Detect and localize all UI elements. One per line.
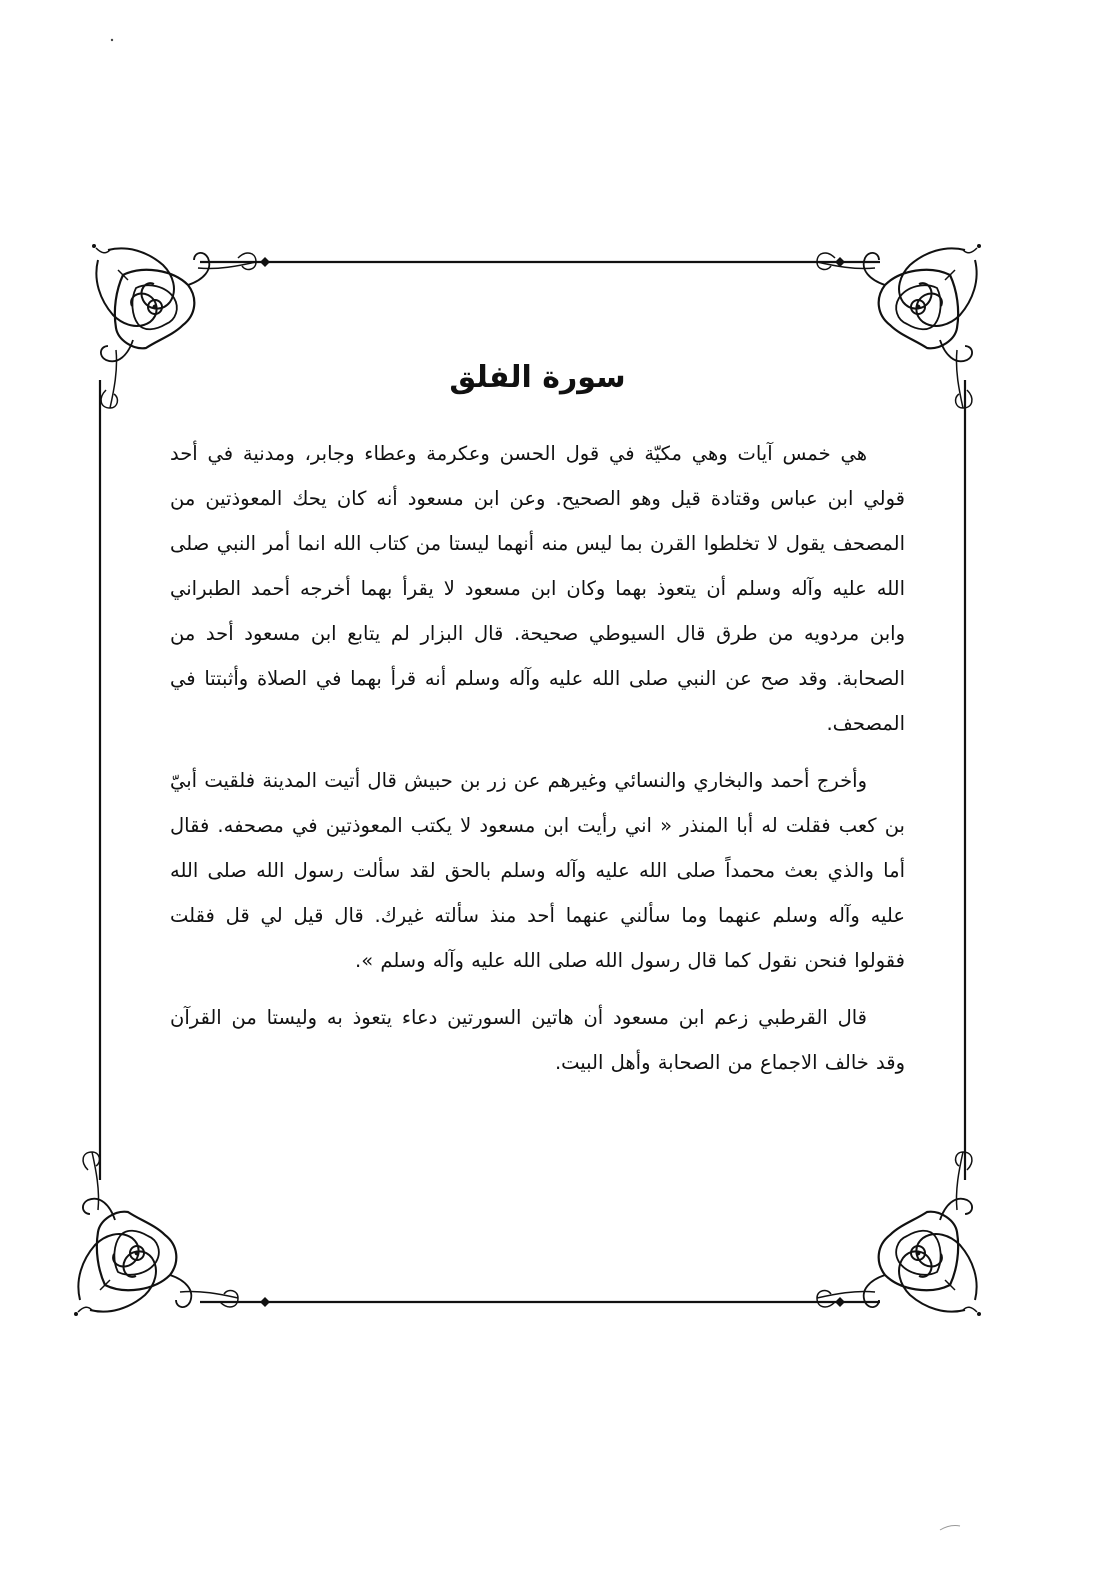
corner-ornament-bottom-right	[817, 1152, 981, 1316]
page-content	[170, 360, 905, 1097]
corner-ornament-bottom-left	[74, 1152, 238, 1316]
page-title: سورة الفلق	[449, 360, 626, 395]
body-paragraph-1: هي خمس آيات وهي مكيّة في قول الحسن وعكرمة وعطاء وجابر، ومدنية في أحد قولي ابن عباس وقتادة قيل وهو الصحيح. وعن ابن مسعود أنه كان يحك المعوذتين من المصحف يقول لا تخلطوا القرن بما ليس منه أنهما ليستا من كتاب الله انما أمر النبي صلى الله عليه وآله وسلم أن يتعوذ بهما وكان ابن مسعود لا يقرأ بهما أخرجه أحمد الطبراني وابن مردويه من طرق قال السيوطي صحيحة. قال البزار لم يتابع ابن مسعود أحد من الصحابة. وقد صح عن النبي صلى الله عليه وآله وسلم أنه قرأ بهما في الصلاة وأثبتتا في المصحف.	[170, 442, 905, 735]
body-paragraph-2: وأخرج أحمد والبخاري والنسائي وغيرهم عن زر بن حبيش قال أتيت المدينة فلقيت أبيّ بن كعب فقلت له أبا المنذر « اني رأيت ابن مسعود لا يكتب المعوذتين في مصحفه. فقال أما والذي بعث محمداً صلى الله عليه وآله وسلم بالحق لقد سألت رسول الله صلى الله عليه وآله وسلم عنهما وما سألني عنهما أحد منذ سألته غيرك. قال قيل لي قل فقلت فقولوا فنحن نقول كما قال رسول الله صلى الله عليه وآله وسلم ».	[170, 769, 905, 972]
body-paragraph-3: قال القرطبي زعم ابن مسعود أن هاتين السورتين دعاء يتعوذ به وليستا من القرآن وقد خالف الاجماع من الصحابة وأهل البيت.	[170, 1006, 905, 1074]
